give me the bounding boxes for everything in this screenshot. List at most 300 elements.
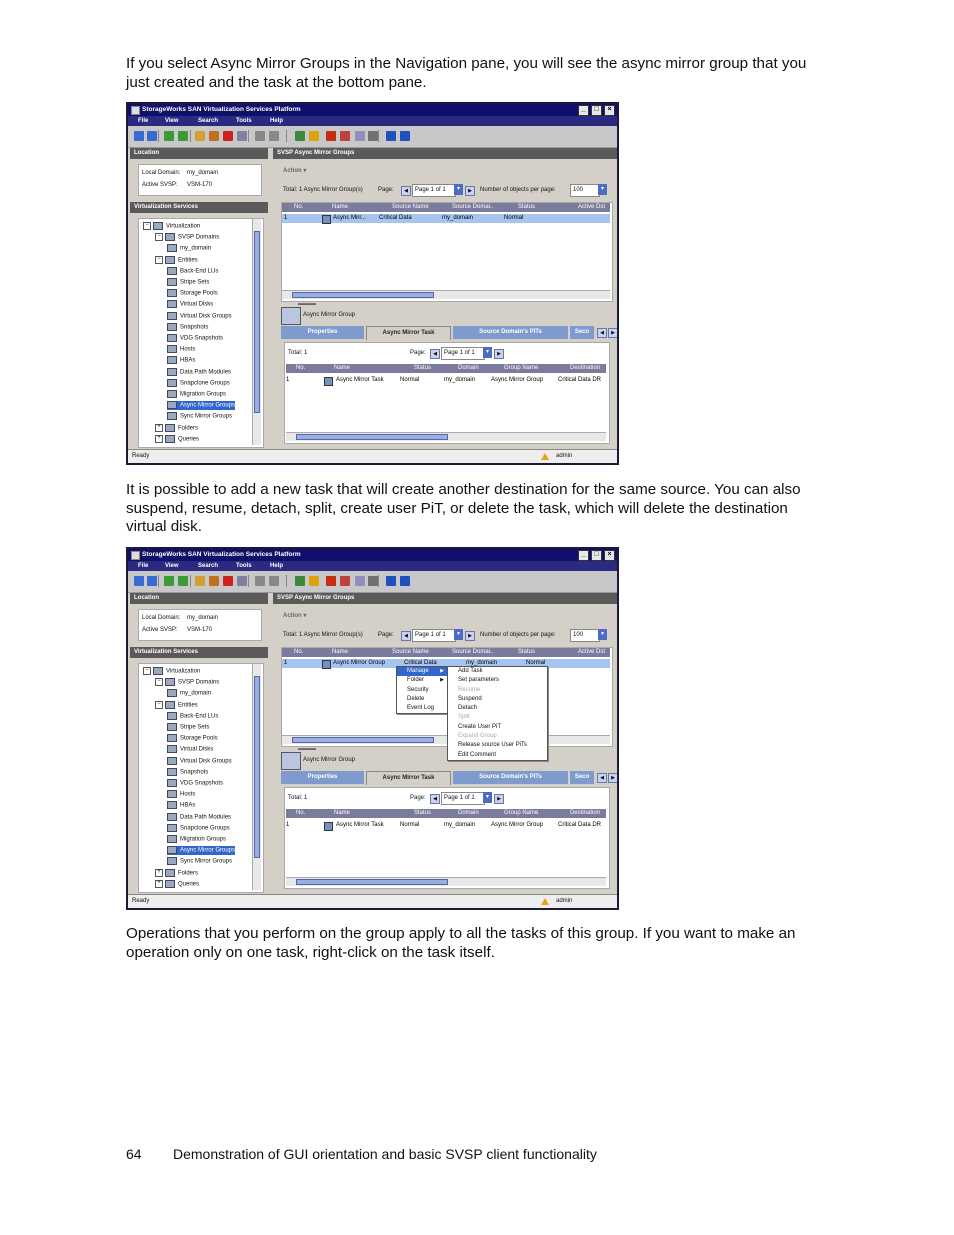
- menu-help[interactable]: Help: [270, 118, 284, 124]
- group-row-source-domain: my_domain: [442, 215, 474, 221]
- disk-icon[interactable]: [255, 131, 265, 141]
- nav-item-async-mirror-groups[interactable]: [167, 846, 235, 855]
- col-name[interactable]: Name: [332, 649, 349, 655]
- col-no[interactable]: No.: [294, 649, 304, 655]
- context-menu: [396, 666, 448, 714]
- tree-node-icon: [167, 768, 177, 776]
- ctx-item-security[interactable]: [397, 686, 447, 695]
- tree-node-icon: [165, 701, 175, 709]
- tree-node-icon: [165, 678, 175, 686]
- expand-icon[interactable]: +: [155, 424, 163, 432]
- task-paragraph: It is possible to add a new task that will create another destination for the same source. You can also suspend, resume, detach, split, create user PiT, or delete the task, which will delete the destination virtual disk.: [126, 481, 801, 536]
- nav-item-snapclone-groups[interactable]: [167, 824, 230, 833]
- tree-node-icon: [167, 712, 177, 720]
- tree-node-icon: [167, 334, 177, 342]
- page-prev-button[interactable]: ◀: [401, 186, 411, 196]
- tree-node-icon: [167, 390, 177, 398]
- local-domain-value: my_domain: [187, 170, 219, 176]
- menu-tools[interactable]: Tools: [236, 118, 252, 124]
- task-col-domain[interactable]: Domain: [458, 810, 479, 816]
- tasks-page-select[interactable]: Page 1 of 1: [441, 792, 485, 805]
- nav-item-label: Async Mirror Groups: [180, 402, 236, 409]
- expand-icon[interactable]: +: [155, 435, 163, 443]
- task-col-domain[interactable]: Domain: [458, 365, 479, 371]
- action-menu[interactable]: Action ▾: [283, 613, 307, 619]
- nav-item-migration-groups[interactable]: [167, 390, 226, 399]
- nav-item-label: Folders: [178, 870, 199, 877]
- tab-source-domain-pits[interactable]: Source Domain's PITs: [453, 326, 568, 339]
- mirror-group-icon: [281, 752, 301, 770]
- export-icon[interactable]: [178, 576, 188, 586]
- task-col-name[interactable]: Name: [334, 365, 351, 371]
- refresh-icon[interactable]: [164, 576, 174, 586]
- nav-item-label: Storage Pools: [180, 735, 218, 742]
- split-icon[interactable]: [355, 576, 365, 586]
- task-row[interactable]: [286, 376, 606, 385]
- tabs-scroll-right[interactable]: ▶: [608, 328, 618, 338]
- mirror-group-icon: [281, 307, 301, 325]
- nav-item-folders[interactable]: [155, 869, 198, 878]
- col-active-dst[interactable]: Active Dst: [578, 649, 606, 655]
- nav-item-back-end-lus[interactable]: [167, 712, 218, 721]
- page-prev-button[interactable]: ◀: [401, 631, 411, 641]
- menu-view[interactable]: View: [165, 118, 179, 124]
- status-user: admin: [556, 453, 573, 459]
- tasks-page-dropdown-button[interactable]: ▾: [483, 792, 492, 803]
- submenu-item-release-source-user-pits[interactable]: Release source User PiTs: [458, 742, 528, 749]
- tasks-table-header: [286, 364, 606, 373]
- submenu-item-add-task[interactable]: Add Task: [458, 668, 483, 674]
- action-label: Action: [283, 613, 302, 619]
- collapse-icon[interactable]: −: [155, 233, 163, 241]
- stop-icon[interactable]: [326, 131, 336, 141]
- submenu-item-expand-group: Expand Group: [458, 733, 497, 740]
- detail-tabs: [281, 326, 618, 339]
- folder-icon[interactable]: [195, 576, 205, 586]
- detail-title: Async Mirror Group: [303, 757, 356, 763]
- submenu-item-detach[interactable]: Detach: [458, 705, 478, 712]
- tree-node-icon: [153, 222, 163, 230]
- col-no[interactable]: No.: [294, 204, 304, 210]
- nav-item-label: Stripe Sets: [180, 724, 210, 731]
- split-icon[interactable]: [355, 131, 365, 141]
- nav-item-virtual-disks[interactable]: [167, 745, 213, 754]
- info-icon[interactable]: [400, 131, 410, 141]
- submenu-item-create-user-pit[interactable]: Create User PiT: [458, 723, 502, 730]
- ctx-item-delete[interactable]: [397, 695, 447, 704]
- task-row[interactable]: [286, 821, 606, 830]
- nav-item-label: Folders: [178, 425, 199, 432]
- expand-icon[interactable]: +: [155, 869, 163, 877]
- task-col-no[interactable]: No.: [296, 810, 306, 816]
- status-bar: [128, 449, 617, 463]
- nav-item-label: SVSP Domains: [178, 234, 220, 241]
- nav-item-label: Async Mirror Groups: [180, 847, 236, 854]
- col-status[interactable]: Status: [518, 649, 536, 655]
- submenu-arrow-icon: ▶: [440, 677, 444, 684]
- submenu-item-edit-comment[interactable]: Edit Comment: [458, 751, 497, 758]
- group-row-name: Async Mirr...: [333, 215, 367, 221]
- nav-item-sync-mirror-groups[interactable]: [167, 857, 232, 866]
- task-row-no: 1: [286, 822, 290, 828]
- ctx-item-folder[interactable]: [397, 676, 447, 685]
- nav-item-snapshots[interactable]: [167, 323, 208, 332]
- active-svsp-value: VSM-170: [187, 627, 213, 633]
- nav-item-my-domain[interactable]: [167, 689, 211, 698]
- nav-item-data-path-modules[interactable]: [167, 368, 231, 377]
- graph-icon[interactable]: [368, 131, 378, 141]
- tasks-total: Total: 1: [288, 350, 308, 356]
- home-icon[interactable]: [237, 131, 247, 141]
- delete-x-icon[interactable]: [223, 131, 233, 141]
- nav-item-label: Virtual Disks: [180, 746, 214, 753]
- nav-item-label: VDG Snapshots: [180, 780, 224, 787]
- tree-node-icon: [167, 824, 177, 832]
- window-title: StorageWorks SAN Virtualization Services Platform: [142, 106, 301, 113]
- local-domain-label: Local Domain:: [142, 615, 181, 621]
- nav-item-queries[interactable]: [155, 435, 199, 444]
- submenu-item-set-parameters[interactable]: Set parameters: [458, 677, 500, 684]
- nav-item-label: Snapshots: [180, 324, 209, 331]
- tasks-page-select[interactable]: Page 1 of 1: [441, 347, 485, 360]
- nav-item-snapclone-groups[interactable]: [167, 379, 230, 388]
- col-status[interactable]: Status: [518, 204, 536, 210]
- tab-async-mirror-task[interactable]: Async Mirror Task: [366, 326, 451, 340]
- col-source-domain[interactable]: Source Domai..: [452, 649, 494, 655]
- resume-icon[interactable]: [340, 131, 350, 141]
- home-icon[interactable]: [237, 576, 247, 586]
- nav-item-folders[interactable]: [155, 424, 198, 433]
- menu-bar: [128, 116, 617, 126]
- ctx-item-label: Manage: [407, 668, 429, 674]
- nav-item-label: Back-End LUs: [180, 268, 219, 275]
- tasks-page-dropdown-button[interactable]: ▾: [483, 347, 492, 358]
- nav-item-storage-pools[interactable]: [167, 289, 218, 298]
- nav-item-label: Virtual Disk Groups: [180, 313, 232, 320]
- screenshot-context-menu: [126, 547, 619, 910]
- menu-help[interactable]: Help: [270, 563, 284, 569]
- nav-item-virtual-disk-groups[interactable]: [167, 312, 232, 321]
- nav-item-label: HBAs: [180, 357, 196, 364]
- group-row-status: Normal: [504, 215, 524, 221]
- close-button[interactable]: ×: [604, 105, 615, 116]
- task-row-domain: my_domain: [444, 822, 476, 828]
- groups-hscroll[interactable]: [282, 290, 610, 299]
- tree-node-icon: [167, 368, 177, 376]
- groups-table-header: [282, 203, 610, 212]
- info-icon[interactable]: [400, 576, 410, 586]
- group-row-source-name: Critical Data: [379, 215, 412, 221]
- per-page-input[interactable]: 100: [570, 184, 600, 197]
- stop-icon[interactable]: [326, 576, 336, 586]
- nav-item-label: Snapclone Groups: [180, 825, 230, 832]
- nav-item-my-domain[interactable]: [167, 244, 211, 253]
- tree-node-icon: [167, 401, 177, 409]
- submenu-arrow-icon: ▶: [440, 668, 444, 674]
- tabs-scroll-left[interactable]: ◀: [597, 773, 607, 783]
- tree-node-icon: [167, 734, 177, 742]
- per-page-dropdown-button[interactable]: ▾: [598, 184, 607, 195]
- nav-item-sync-mirror-groups[interactable]: [167, 412, 232, 421]
- tree-node-icon: [167, 379, 177, 387]
- network-icon[interactable]: [295, 576, 305, 586]
- page-dropdown-button[interactable]: ▾: [454, 184, 463, 195]
- nav-item-label: VDG Snapshots: [180, 335, 224, 342]
- disk2-icon[interactable]: [269, 131, 279, 141]
- delete-x-icon[interactable]: [223, 576, 233, 586]
- collapse-icon[interactable]: −: [155, 256, 163, 264]
- nav-item-label: HBAs: [180, 802, 196, 809]
- page-select[interactable]: Page 1 of 1: [412, 184, 456, 197]
- nav-item-svsp-domains[interactable]: [155, 678, 219, 687]
- menu-search[interactable]: Search: [198, 563, 219, 569]
- tasks-hscroll[interactable]: [286, 432, 606, 441]
- nav-item-vdg-snapshots[interactable]: [167, 334, 223, 343]
- per-page-dropdown-button[interactable]: ▾: [598, 629, 607, 640]
- page-next-button[interactable]: ▶: [465, 631, 475, 641]
- nav-item-hosts[interactable]: [167, 790, 195, 799]
- tree-node-icon: [167, 857, 177, 865]
- tree-node-icon: [167, 801, 177, 809]
- back-icon[interactable]: [134, 131, 144, 141]
- tree-node-icon: [165, 233, 175, 241]
- minimize-button[interactable]: _: [578, 550, 589, 561]
- ctx-item-label: Security: [407, 686, 429, 693]
- nav-item-label: Data Path Modules: [180, 814, 232, 821]
- toolbar: [128, 126, 617, 148]
- per-page-input[interactable]: 100: [570, 629, 600, 642]
- action-menu[interactable]: Action ▾: [283, 168, 307, 174]
- nav-item-label: SVSP Domains: [178, 679, 220, 686]
- pause-icon[interactable]: [309, 131, 319, 141]
- nav-item-label: Queries: [178, 881, 200, 888]
- ctx-item-label: Delete: [407, 695, 425, 702]
- menu-bar: [128, 561, 617, 571]
- tree-node-icon: [165, 256, 175, 264]
- task-col-status[interactable]: Status: [414, 365, 432, 371]
- nav-item-label: Snapclone Groups: [180, 380, 230, 387]
- menu-tools[interactable]: Tools: [236, 563, 252, 569]
- ctx-item-event-log[interactable]: [397, 704, 447, 713]
- main-total: Total: 1 Async Mirror Group(s): [283, 187, 363, 193]
- tab-seco[interactable]: Seco: [570, 771, 594, 784]
- tab-properties[interactable]: Properties: [281, 771, 364, 784]
- operations-paragraph: Operations that you perform on the group apply to all the tasks of this group. If you want to make an operation only on one task, right-click on the task itself.: [126, 925, 796, 961]
- group-row[interactable]: [282, 214, 610, 223]
- group-row-no: 1: [284, 660, 288, 666]
- nav-item-label: Hosts: [180, 791, 196, 798]
- task-col-no[interactable]: No.: [296, 365, 306, 371]
- col-source-name[interactable]: Source Name: [392, 204, 429, 210]
- nav-item-async-mirror-groups[interactable]: [167, 401, 235, 410]
- nav-item-snapshots[interactable]: [167, 768, 208, 777]
- tabs-scroll-left[interactable]: ◀: [597, 328, 607, 338]
- col-source-domain[interactable]: Source Domai..: [452, 204, 494, 210]
- nav-item-hosts[interactable]: [167, 345, 195, 354]
- window-title-bar: [128, 549, 617, 561]
- nav-item-virtualization[interactable]: [143, 222, 200, 231]
- nav-item-svsp-domains[interactable]: [155, 233, 219, 242]
- nav-item-virtual-disk-groups[interactable]: [167, 757, 232, 766]
- expand-icon[interactable]: +: [155, 880, 163, 888]
- submenu-item-suspend[interactable]: Suspend: [458, 695, 482, 702]
- main-header: SVSP Async Mirror Groups: [273, 593, 617, 604]
- disk2-icon[interactable]: [269, 576, 279, 586]
- nav-item-virtual-disks[interactable]: [167, 300, 213, 309]
- nav-item-label: Storage Pools: [180, 290, 218, 297]
- lock-icon[interactable]: [209, 131, 219, 141]
- task-col-group-name[interactable]: Group Name: [504, 365, 539, 371]
- export-icon[interactable]: [178, 131, 188, 141]
- group-icon: [322, 215, 331, 224]
- task-col-status[interactable]: Status: [414, 810, 432, 816]
- tab-async-mirror-task[interactable]: Async Mirror Task: [366, 771, 451, 785]
- maximize-button[interactable]: □: [591, 550, 602, 561]
- help-icon[interactable]: [386, 576, 396, 586]
- back-icon[interactable]: [134, 576, 144, 586]
- warning-icon: [541, 898, 549, 905]
- menu-file[interactable]: File: [138, 118, 149, 124]
- page-select[interactable]: Page 1 of 1: [412, 629, 456, 642]
- tree-node-icon: [167, 267, 177, 275]
- status-bar: [128, 894, 617, 908]
- nav-item-data-path-modules[interactable]: [167, 813, 231, 822]
- location-box: [138, 609, 262, 641]
- tasks-page-prev-button[interactable]: ◀: [430, 794, 440, 804]
- menu-view[interactable]: View: [165, 563, 179, 569]
- nav-item-migration-groups[interactable]: [167, 835, 226, 844]
- collapse-icon[interactable]: −: [155, 701, 163, 709]
- nav-item-stripe-sets[interactable]: [167, 723, 209, 732]
- graph-icon[interactable]: [368, 576, 378, 586]
- minimize-button[interactable]: _: [578, 105, 589, 116]
- local-domain-label: Local Domain:: [142, 170, 181, 176]
- tasks-table-header: [286, 809, 606, 818]
- nav-item-stripe-sets[interactable]: [167, 278, 209, 287]
- tasks-page-next-button[interactable]: ▶: [494, 794, 504, 804]
- page-footer: [126, 1146, 597, 1162]
- task-col-group-name[interactable]: Group Name: [504, 810, 539, 816]
- nav-item-label: Entities: [178, 702, 198, 709]
- location-header: Location: [130, 593, 268, 604]
- col-active-dst[interactable]: Active Dst: [578, 204, 606, 210]
- collapse-icon[interactable]: −: [143, 222, 151, 230]
- tabs-scroll-right[interactable]: ▶: [608, 773, 618, 783]
- tree-node-icon: [167, 689, 177, 697]
- network-icon[interactable]: [295, 131, 305, 141]
- task-col-name[interactable]: Name: [334, 810, 351, 816]
- tree-node-icon: [167, 745, 177, 753]
- window-title-bar: [128, 104, 617, 116]
- nav-item-label: my_domain: [180, 245, 212, 252]
- nav-scrollbar[interactable]: [252, 219, 261, 445]
- folder-icon[interactable]: [195, 131, 205, 141]
- tab-properties[interactable]: Properties: [281, 326, 364, 339]
- groups-hscroll[interactable]: [282, 735, 610, 744]
- nav-item-storage-pools[interactable]: [167, 734, 218, 743]
- nav-item-queries[interactable]: [155, 880, 199, 889]
- col-name[interactable]: Name: [332, 204, 349, 210]
- nav-scrollbar[interactable]: [252, 664, 261, 890]
- close-button[interactable]: ×: [604, 550, 615, 561]
- forward-icon[interactable]: [147, 576, 157, 586]
- tasks-page-prev-button[interactable]: ◀: [430, 349, 440, 359]
- tree-node-icon: [167, 813, 177, 821]
- active-svsp-label: Active SVSP:: [142, 627, 178, 633]
- task-row-destination: Critical Data DR: [558, 822, 602, 828]
- nav-item-entities[interactable]: [155, 256, 198, 265]
- nav-item-back-end-lus[interactable]: [167, 267, 218, 276]
- disk-icon[interactable]: [255, 576, 265, 586]
- nav-item-entities[interactable]: [155, 701, 198, 710]
- help-icon[interactable]: [386, 131, 396, 141]
- forward-icon[interactable]: [147, 131, 157, 141]
- nav-item-label: Virtualization: [166, 668, 201, 675]
- nav-item-hbas[interactable]: [167, 356, 195, 365]
- main-header: SVSP Async Mirror Groups: [273, 148, 617, 159]
- col-source-name[interactable]: Source Name: [392, 649, 429, 655]
- nav-item-label: Data Path Modules: [180, 369, 232, 376]
- tab-seco[interactable]: Seco: [570, 326, 594, 339]
- task-col-destination[interactable]: Destination: [570, 810, 601, 816]
- pause-icon[interactable]: [309, 576, 319, 586]
- task-col-destination[interactable]: Destination: [570, 365, 601, 371]
- group-row-source-name: Critical Data: [404, 660, 437, 666]
- collapse-icon[interactable]: −: [155, 678, 163, 686]
- tree-node-icon: [167, 790, 177, 798]
- nav-item-label: Snapshots: [180, 769, 209, 776]
- task-row-group: Async Mirror Group: [491, 822, 544, 828]
- splitter-handle[interactable]: ▬▬▬: [298, 301, 316, 307]
- manage-submenu: [447, 666, 548, 761]
- tree-node-icon: [167, 323, 177, 331]
- tasks-page-label: Page:: [410, 795, 426, 801]
- tree-node-icon: [167, 723, 177, 731]
- splitter-handle[interactable]: ▬▬▬: [298, 746, 316, 752]
- nav-item-label: Virtual Disk Groups: [180, 758, 232, 765]
- lock-icon[interactable]: [209, 576, 219, 586]
- nav-item-label: Migration Groups: [180, 391, 227, 398]
- task-row-destination: Critical Data DR: [558, 377, 602, 383]
- nav-item-label: Virtualization: [166, 223, 201, 230]
- group-row-status: Normal: [526, 660, 546, 666]
- menu-search[interactable]: Search: [198, 118, 219, 124]
- ctx-item-manage[interactable]: [397, 667, 447, 676]
- nav-item-vdg-snapshots[interactable]: [167, 779, 223, 788]
- tasks-hscroll[interactable]: [286, 877, 606, 886]
- maximize-button[interactable]: □: [591, 105, 602, 116]
- menu-file[interactable]: File: [138, 563, 149, 569]
- screenshot-async-mirror-groups: [126, 102, 619, 465]
- tree-node-icon: [167, 345, 177, 353]
- page-next-button[interactable]: ▶: [465, 186, 475, 196]
- nav-item-label: Migration Groups: [180, 836, 227, 843]
- tasks-page-next-button[interactable]: ▶: [494, 349, 504, 359]
- tab-source-domain-pits[interactable]: Source Domain's PITs: [453, 771, 568, 784]
- app-icon: [131, 551, 140, 560]
- task-row-name: Async Mirror Task: [336, 822, 384, 828]
- tree-node-icon: [165, 435, 175, 443]
- resume-icon[interactable]: [340, 576, 350, 586]
- nav-tree: [138, 663, 264, 893]
- page-dropdown-button[interactable]: ▾: [454, 629, 463, 640]
- refresh-icon[interactable]: [164, 131, 174, 141]
- collapse-icon[interactable]: −: [143, 667, 151, 675]
- nav-item-label: Entities: [178, 257, 198, 264]
- nav-item-virtualization[interactable]: [143, 667, 200, 676]
- nav-item-hbas[interactable]: [167, 801, 195, 810]
- groups-table-header: [282, 648, 610, 657]
